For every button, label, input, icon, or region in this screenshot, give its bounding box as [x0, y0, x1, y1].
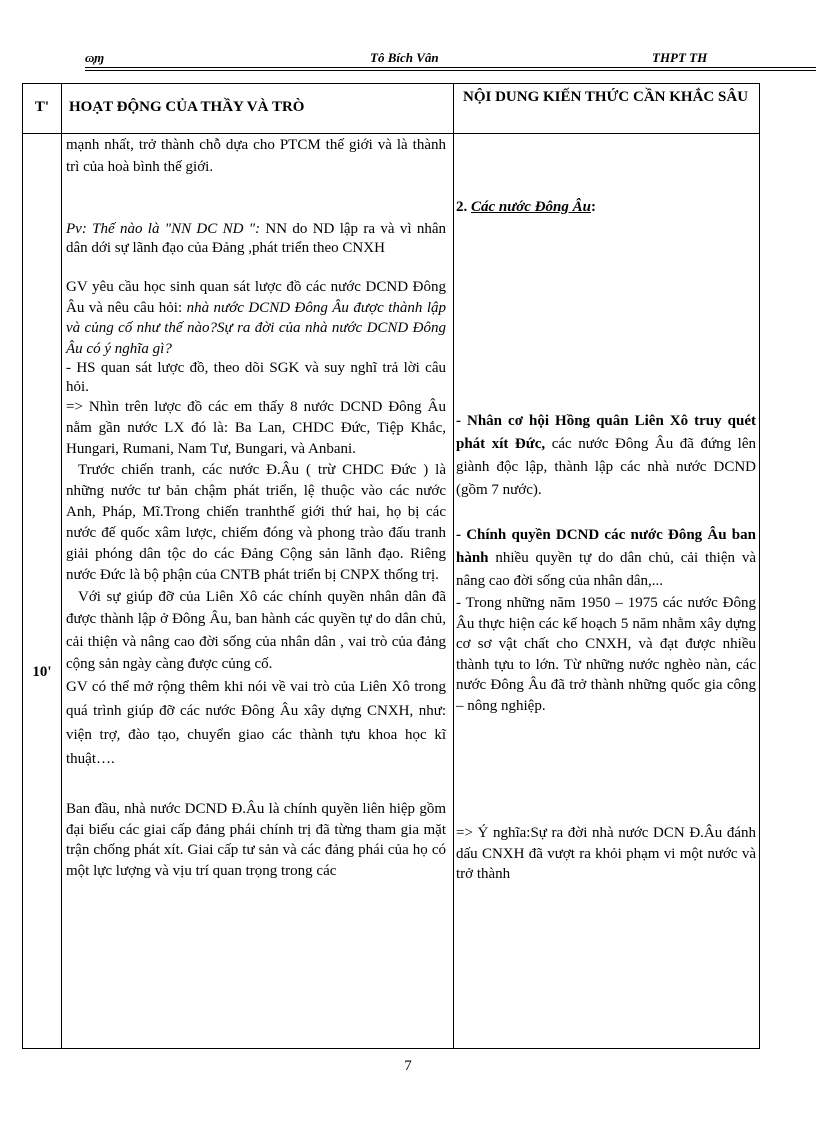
activity-p6: Trước chiến tranh, các nước Đ.Âu ( trừ CHDC Đức ) là những nước tư bản chậm phát triển, lệ thuộc vào các nước Anh, Pháp, Mĩ.Trong chiến tranhthế giới thứ hai, họ bị các nước đế quốc xâm lược, chiếm đóng và phong trào đấu tranh giải phóng dân tộc do các Đảng Cộng sản lãnh đạo. Riêng nước Đức là bộ phận của CNTB phát triển bị CNPX thống trị.: [66, 462, 446, 583]
lesson-table: [22, 83, 760, 1049]
column-divider-time: [61, 84, 62, 1048]
header-rule-thin: [85, 70, 816, 71]
header-logo: ɷ᷊ɱ: [85, 50, 105, 65]
time-cell: 10': [32, 664, 52, 680]
header-school: THPT TH: [652, 50, 708, 65]
content-r3: - Trong những năm 1950 – 1975 các nước Đông Âu thực hiện các kế hoạch 5 năm nhằm xây dựng cơ sơ vật chất cho CNXH, và đạt được nhiều thành tựu to lớn. Từ những nước nghèo nàn, các nước Đông Âu đã trở thành những quốc gia công – nông nghiệp.: [456, 595, 756, 714]
col-header-activity: HOẠT ĐỘNG CỦA THẦY VÀ TRÒ: [69, 99, 305, 115]
activity-column: [66, 134, 446, 881]
content-r1-bold: - Nhân cơ hội Hồng quân Liên Xô truy quét phát xít Đức,: [456, 413, 756, 452]
header-author: Tô Bích Vân: [370, 50, 439, 65]
activity-p7: Với sự giúp đỡ của Liên Xô các chính quyền nhân dân đã được thành lập ở Đông Âu, ban hành các quyền tự do dân chủ, cải thiện và nâng cao đời sống của nhân dân , vai trò của đảng cộng sản ngày càng được củng cố.: [66, 589, 446, 672]
header-rule-thick: [85, 67, 816, 68]
col-header-time: T': [34, 99, 50, 115]
col-header-content: NỘI DUNG KIẾN THỨC CẦN KHẮC SÂU: [463, 89, 749, 105]
instruction-question: nhà nước DCND Đông Âu được thành lập và củng cố như thế nào?Sự ra đời của nhà nước DCND Đông Âu có ý nghĩa gì?: [66, 299, 446, 357]
section-colon: :: [590, 199, 596, 215]
activity-p5: => Nhìn trên lược đồ các em thấy 8 nước DCND Đông Âu nằm gần nước LX đó là: Ba Lan, CHDC Đức, Tiệp Khắc, Hungari, Rumani, Nam Tư, Bungari, và Anbani.: [66, 399, 446, 457]
content-r4: => Ý nghĩa:Sự ra đời nhà nước DCN Đ.Âu đánh dấu CNXH đã vượt ra khỏi phạm vi một nước và trở thành: [456, 825, 756, 882]
activity-p9: Ban đầu, nhà nước DCND Đ.Âu là chính quyền liên hiệp gồm đại biểu các giai cấp đảng phái chính trị đã từng tham gia mặt trận chống phát xít. Giai cấp tư sản và các đảng phái của họ có một lực lượng và vịu trí quan trọng trong các: [66, 801, 446, 879]
content-r2-bold: - Chính quyền DCND các nước Đông Âu ban hành: [456, 527, 756, 566]
activity-p1: mạnh nhất, trở thành chỗ dựa cho PTCM thế giới và là thành trì của hoà bình thế giới.: [66, 137, 446, 175]
section-number: 2.: [456, 199, 471, 215]
column-divider-content: [453, 84, 454, 1048]
activity-question: [66, 220, 446, 258]
instruction-text: GV yêu cầu học sinh quan sát lược đồ các nước DCND Đông Âu và nêu câu hỏi:: [66, 279, 446, 316]
section-title: Các nước Đông Âu: [471, 199, 591, 215]
page-number: 7: [404, 1058, 412, 1074]
content-r2: [456, 524, 756, 593]
content-column: [456, 134, 756, 885]
question-answer: NN do ND lập ra và vì nhân dân dới sự lãnh đạo của Đảng ,phát triển theo CNXH: [66, 221, 447, 256]
activity-p8: GV có thể mở rộng thêm khi nói về vai trò của Liên Xô trong quá trình giúp đỡ các nước Đông Âu xây dựng CNXH, như: viện trợ, đào tạo, chuyển giao các thành tựu khoa học kĩ thuật….: [66, 679, 446, 768]
activity-instruction: [66, 277, 446, 359]
content-r1-text: các nước Đông Âu đã đứng lên giành độc lập, thành lập các nhà nước DCND (gồm 7 nước).: [456, 436, 756, 498]
content-r2-text: nhiều quyền tự do dân chủ, cải thiện và nâng cao đời sống của nhân dân,...: [456, 550, 756, 589]
content-r1: [456, 410, 756, 502]
activity-p4: - HS quan sát lược đồ, theo dõi SGK và suy nghĩ trả lời câu hỏi.: [66, 360, 446, 395]
section-heading: [456, 197, 756, 217]
question-label: Pv: Thế nào là "NN DC ND ":: [66, 221, 266, 237]
